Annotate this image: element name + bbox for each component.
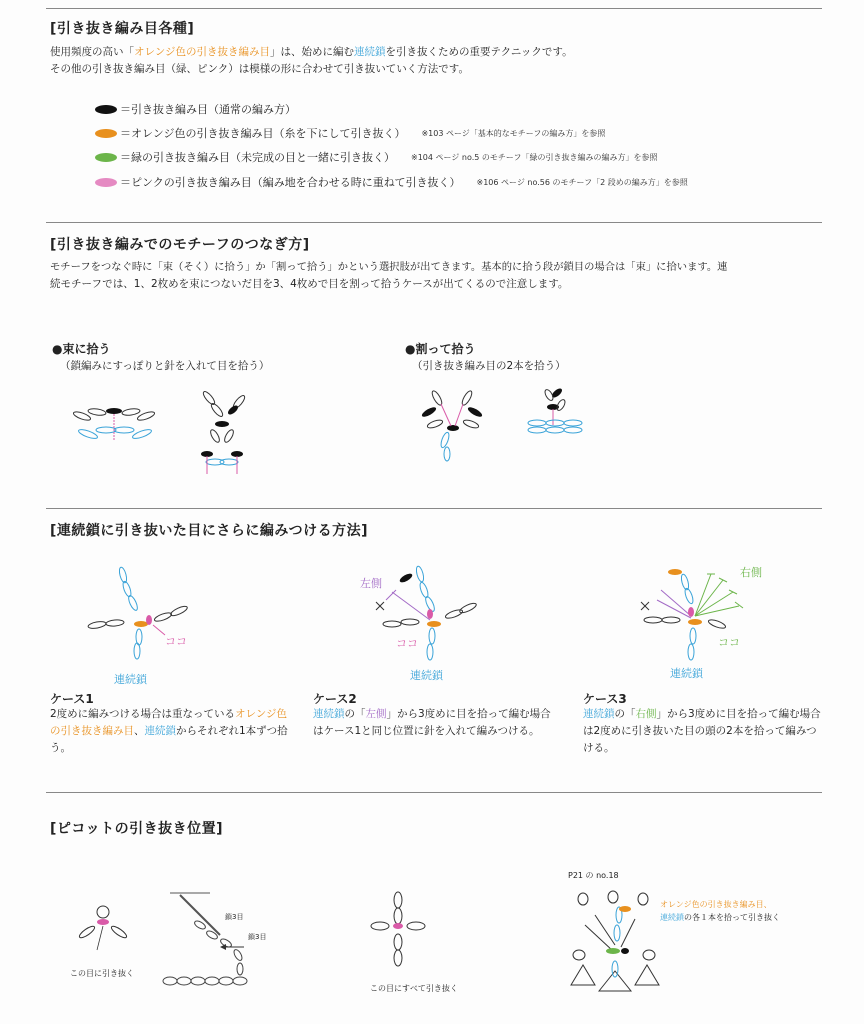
blue-highlight: 連続鎖 (353, 46, 386, 58)
legend-row-pink: ＝ピンクの引き抜き編み目（編み地を合わせる時に重ねて引き抜く） ※106 ページ no.56 のモチーフ「2 段めの編み方」を参照 (95, 174, 688, 190)
green-stitch-icon (95, 153, 117, 162)
soku-heading: ●束に拾う (52, 342, 111, 356)
koko-label-1: ココ (165, 635, 187, 648)
section4-title: [ピコットの引き抜き位置] (50, 821, 224, 837)
section-divider (46, 222, 822, 223)
picot-diagram-1 (75, 900, 135, 950)
case1-diagram (85, 565, 205, 670)
legend-row-green: ＝緑の引き抜き編み目（未完成の目と一緒に引き抜く） ※104 ページ no.5 のモチーフ「緑の引き抜き編みの編み方」を参照 (95, 149, 658, 165)
soku-diagram-2 (195, 388, 255, 478)
section1-title: [引き抜き編み目各種] (50, 21, 195, 37)
orange-highlight: オレンジ色の引き抜き編み目 (134, 46, 270, 58)
case1-heading: ケース1 (50, 692, 94, 706)
picot-label-b: この目にすべて引き抜く (370, 984, 458, 993)
renzoku-label-3: 連続鎖 (670, 667, 703, 680)
case2-body: 連続鎖の「左側」から3度めに目を拾って編む場合はケース1と同じ位置に針を入れて編みつける。 (313, 708, 551, 737)
kusari3-label-1: 鎖3目 (225, 913, 244, 921)
section2-intro-line2: 続モチーフでは、1、2枚めを束につないだ目を3、4枚めで目を割って拾うケースが出てくるので注意します。 (50, 278, 569, 290)
no18-note: オレンジ色の引き抜き編み目、 連続鎖の各１本を拾って引き抜く (660, 900, 780, 922)
reference-label: P21 の no.18 (568, 871, 619, 880)
case1-body: 2度めに編みつける場合は重なっているオレンジ色の引き抜き編み目、連続鎖からそれぞれ1本ずつ拾う。 (50, 708, 288, 754)
case2-diagram (370, 560, 480, 670)
section-divider (46, 8, 822, 9)
watte-note: （引き抜き編み目の2本を拾う） (412, 360, 566, 372)
case3-body: 連続鎖の「右側」から3度めに目を拾って編む場合は2度めに引き抜いた目の頭の2本を拾って編みつける。 (583, 708, 821, 754)
koko-label-2: ココ (396, 637, 418, 650)
watte-diagram-1 (415, 390, 495, 460)
no18-motif-diagram (565, 885, 665, 1005)
section3-title: [連続鎖に引き抜いた目にさらに編みつける方法] (50, 523, 369, 539)
section2-intro-line1: モチーフをつなぐ時に「束（そく）に拾う」か「割って拾う」かという選択肢が出てきます。基本的に拾う段が鎖目の場合は「束」に拾います。連 (50, 261, 728, 273)
black-stitch-icon (95, 105, 117, 114)
watte-heading: ●割って拾う (405, 342, 476, 356)
legend-row-orange: ＝オレンジ色の引き抜き編み目（糸を下にして引き抜く） ※103 ページ「基本的なモチーフの編み方」を参照 (95, 125, 605, 141)
section1-intro-line2: その他の引き抜き編み目（緑、ピンク）は模様の形に合わせて引き抜いていく方法です。 (50, 63, 469, 75)
section1-intro-line1: 使用頻度の高い「オレンジ色の引き抜き編み目」は、始めに編む連続鎖を引き抜くための重要テクニックです。 (50, 46, 573, 58)
pink-stitch-icon (95, 178, 117, 187)
kusari3-label-2: 鎖3目 (248, 933, 267, 941)
section-divider (46, 508, 822, 509)
soku-diagram-1 (70, 400, 160, 455)
picot-label-a: この目に引き抜く (70, 969, 134, 978)
case2-heading: ケース2 (313, 692, 357, 706)
legend-row-black: ＝引き抜き編み目（通常の編み方） (95, 101, 296, 117)
renzoku-label-1: 連続鎖 (114, 673, 147, 686)
migi-label: 右側 (740, 566, 762, 579)
hidari-label: 左側 (360, 577, 382, 590)
renzoku-label-2: 連続鎖 (410, 669, 443, 682)
koko-label-3: ココ (718, 636, 740, 649)
section-divider (46, 792, 822, 793)
watte-diagram-2 (527, 385, 587, 440)
case3-heading: ケース3 (583, 692, 627, 706)
picot-cross-diagram (368, 888, 428, 968)
orange-stitch-icon (95, 129, 117, 138)
case3-diagram (635, 560, 755, 675)
soku-note: （鎖編みにすっぽりと針を入れて目を拾う） (60, 360, 270, 372)
section2-title: [引き抜き編みでのモチーフのつなぎ方] (50, 237, 310, 253)
